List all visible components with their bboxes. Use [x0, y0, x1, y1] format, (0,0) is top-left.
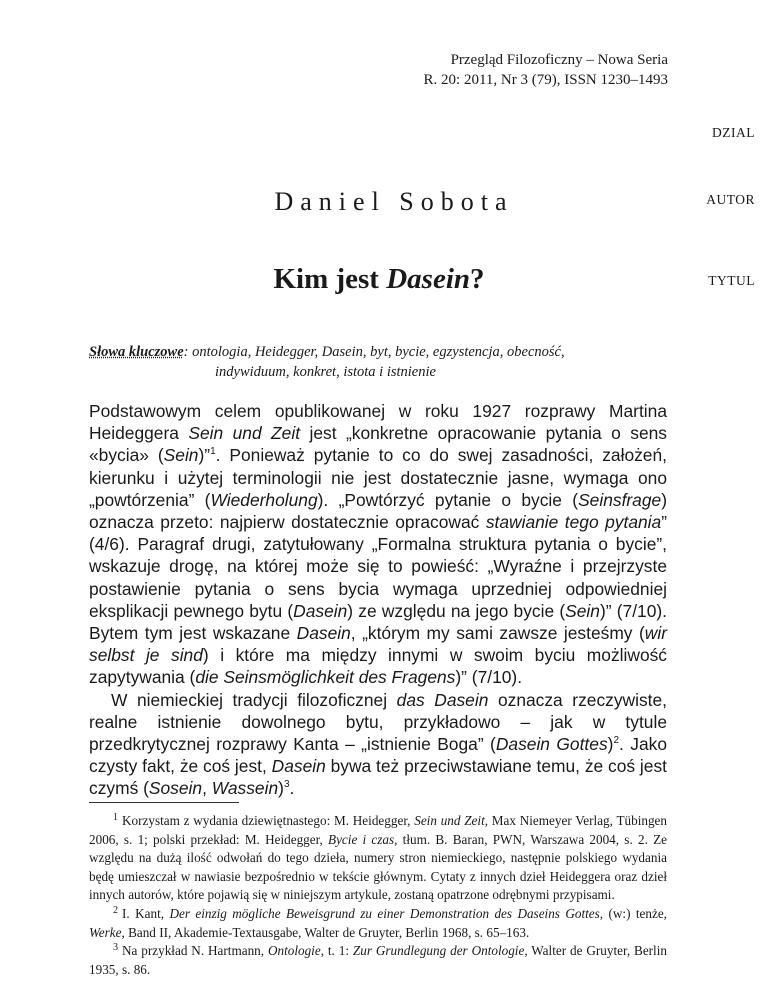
title-italic: Dasein — [386, 263, 471, 295]
margin-label-autor: AUTOR — [706, 192, 755, 207]
footnote-separator — [89, 802, 239, 803]
journal-header — [424, 50, 668, 90]
article-author — [0, 187, 768, 217]
footnote-ref-1: 1 — [210, 446, 216, 458]
margin-label-tytul: TYTUL — [708, 273, 755, 288]
keywords-line1: : ontologia, Heidegger, Dasein, byt, bycie, egzystencja, obecność, — [183, 344, 565, 360]
footnotes — [89, 812, 667, 979]
footnote-ref-2: 2 — [613, 735, 619, 747]
keywords-label: Słowa kluczowe — [89, 344, 184, 360]
footnote-3: $^3$ Na przykład N. Hartmann, Ontologie, t. 1: Zur Grundlegung der Ontologie, Walter de Gruyter, Berlin 1935, s. 86. — [89, 941, 667, 977]
author-name: Daniel Sobota — [274, 187, 514, 216]
margin-label-dzial: DZIAL — [712, 125, 755, 140]
footnote-ref-3: 3 — [283, 779, 290, 791]
body-paragraph-2: W niemieckiej tradycji filozoficznej das Dasein oznacza rzeczywiste, realne istnienie dowolnego bytu, przykładowo – jak w tytule przedkrytycznej rozprawy Kanta – „istnienie Boga” (Dasein Gottes)$^2$. Jako czysty fakt, że coś jest, Dasein bywa też przeciwstawiane temu, że coś jest czymś (Sosein, Wassein)$^3$. — [89, 689, 667, 799]
footnote-2: $^2$ I. Kant, Der einzig mögliche Beweisgrund zu einer Demonstration des Daseins Gottes, (w:) tenże, Werke, Band II, Akademie-Textausgabe, Walter de Gruyter, Berlin 1968, s. 65–163. — [89, 904, 667, 940]
body-paragraph-1: Podstawowym celem opublikowanej w roku 1927 rozprawy Martina Heideggera Sein und Zeit jest „konkretne opracowanie pytania o sens «bycia» (Sein)”$^1$. Ponieważ pytanie to co do swej zasadności, założeń, kierunku i użytej terminologii nie jest dostatecznie jasne, wymaga ono „powtórzenia” (Wiederholung). „Powtórzyć pytanie o bycie (Seinsfrage) oznacza przeto: najpierw dostatecznie opracować stawianie tego pytania” (4/6). Paragraf drugi, zatytułowany „Formalna struktura pytania o bycie”, wskazuje drogę, na której może się to powieść: „Wyraźne i przejrzyste postawienie pytania o sens bycia wymaga uprzedniej odpowiedniej eksplikacji pewnego bytu (Dasein) ze względu na jego bycie (Sein)” (7/10). Bytem tym jest wskazane Dasein, „którym my sami zawsze jesteśmy (wir selbst je sind) i które ma między innymi w swoim byciu możliwość zapytywania (die Seinsmöglichkeit des Fragens)” (7/10). — [89, 401, 668, 688]
journal-name: Przegląd Filozoficzny – Nowa Seria — [450, 52, 668, 68]
footnote-1: $^1$ Korzystam z wydania dziewiętnastego: M. Heidegger, Sein und Zeit, Max Niemeyer Verlag, Tübingen 2006, s. 1; polski przekład: M. Heidegger, Bycie i czas, tłum. B. Baran, PWN, Warszawa 2004, s. 2. Ze względu na dużą ilość odwołań do tego dzieła, numery stron niemieckiego, następnie polskiego wydania będę umieszczał w nawiasie bezpośrednio w tekście głównym. Cytaty z innych dzieł Heideggera oraz dzieł innych autorów, które pojawią się w niniejszym artykule, zostaną opatrzone odrębnymi przypisami. — [89, 811, 668, 903]
article-body — [89, 400, 667, 800]
keywords-line2: indywiduum, konkret, istota i istnienie — [215, 364, 436, 380]
keywords — [89, 342, 679, 382]
journal-issue: R. 20: 2011, Nr 3 (79), ISSN 1230–1493 — [423, 72, 668, 88]
title-end: ? — [470, 263, 485, 295]
title-text: Kim jest — [273, 263, 387, 295]
article-title — [0, 263, 768, 296]
